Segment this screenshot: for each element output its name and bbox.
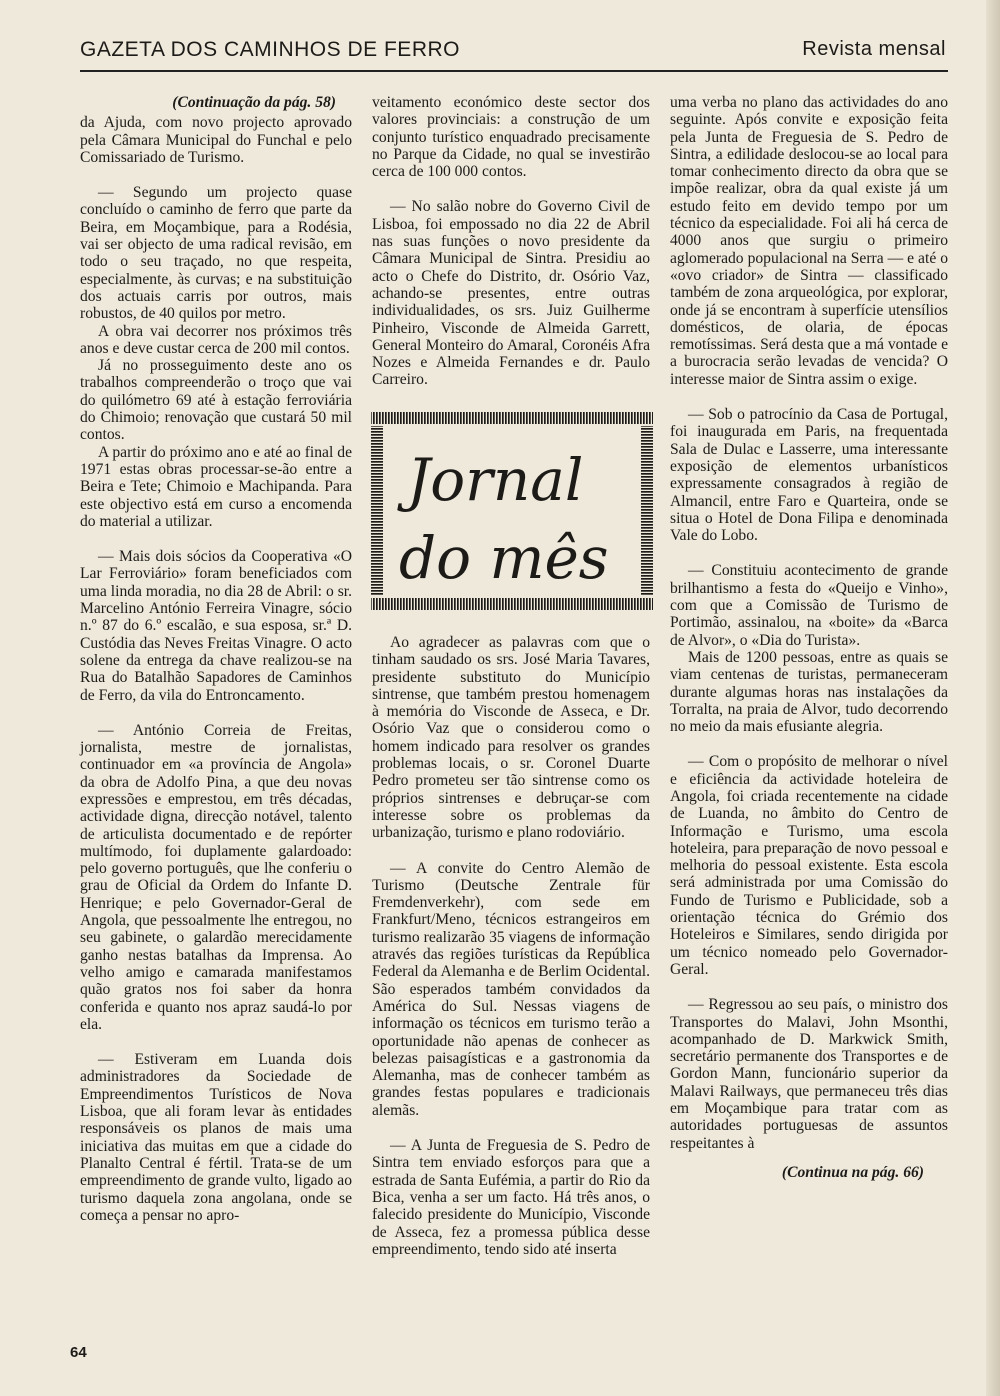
paragraph: da Ajuda, com novo projecto aprovado pela Câmara Municipal do Funchal e pelo Comissariado de Turismo.	[80, 114, 352, 166]
journal-title: GAZETA DOS CAMINHOS DE FERRO	[80, 38, 460, 61]
box-title-line-2: do mês	[399, 524, 609, 592]
jornal-do-mes-box	[367, 410, 657, 612]
paragraph: — António Correia de Freitas, jornalista, mestre de jornalistas, continuador em «a província de Angola» da obra de Adolfo Pina, a que deu novas expressões e emprestou, em três décadas, actividade digna, direcção notável, talento de articulista documentado e de repórter multímodo, foi duplamente galardoado: pelo governo português, que lhe conferiu o grau de Oficial da Ordem do Infante D. Henrique; e pelo Governador-Geral de Angola, que pessoalmente lhe entregou, no seu gabinete, o galardão merecidamente ganho nestas batalhas da Imprensa. Ao velho amigo e camarada manifestamos quão gratos nos foi saber da honra conferida e quanto nos apraz saudá-lo por ela.	[80, 721, 352, 1033]
paragraph: — Sob o patrocínio da Casa de Portugal, foi inaugurada em Paris, na frequentada Sala de Dulac e Lasserre, uma interessante exposição de elementos urbanísticos expressamente consagrados à região de Almancil, entre Faro e Quarteira, onde se situa o Hotel de Dona Filipa e denominada Vale do Lobo.	[670, 406, 948, 545]
paragraph: Ao agradecer as palavras com que o tinham saudado os srs. José Maria Tavares, presidente substituto do Município sintrense, que também prestou homenagem à memória do Visconde de Asseca, e Dr. Osório Vaz que o considerou como o homem indicado para resolver os grandes problemas locais, o sr. Coronel Duarte Pedro prometeu ser tão sintrense como os próprios sintrenses e debruçar-se com interesse sobre os problemas da urbanização, turismo e plano rodoviário.	[372, 634, 650, 842]
paragraph: — Mais dois sócios da Cooperativa «O Lar Ferroviário» foram beneficiados com uma linda moradia, no dia 28 de Abril: o sr. Marcelino António Ferreira Vinagre, sócio n.º 87 do 6.º escalão, e sua esposa, sr.ª D. Custódia das Neves Freitas Vinagre. O acto solene da entrega da chave realizou-se na Rua do Batalhão Sapadores de Caminhos de Ferro, da vila do Entroncamento.	[80, 548, 352, 704]
paragraph: A obra vai decorrer nos próximos três anos e deve custar cerca de 200 mil contos.	[80, 322, 352, 357]
page-header	[80, 38, 946, 72]
paragraph: — No salão nobre do Governo Civil de Lisboa, foi empossado no dia 22 de Abril nas suas funções o novo presidente da Câmara Municipal de Sintra. Presidiu ao acto o Chefe do Distrito, dr. Osório Vaz, achando-se presentes, entre outras individualidades, os srs. Juiz Guilherme Pinheiro, Visconde de Almeida Garrett, General Monteiro do Amaral, Coronéis Afra Nozes e Almeida Fernandes e dr. Paulo Carreiro.	[372, 198, 650, 389]
paragraph: — Regressou ao seu país, o ministro dos Transportes do Malavi, John Msonthi, acompanhado de D. Markwick Smith, secretário permanente dos Transportes e de Gordon Mann, funcionário superior da Malavi Railways, que permaneceu três dias em Moçambique para tratar com as autoridades portuguesas de assuntos respeitantes à	[670, 996, 948, 1152]
paragraph: Mais de 1200 pessoas, entre as quais se viam centenas de turistas, permaneceram durante algumas horas nas instalações da Torralta, na praia de Alvor, tudo decorrendo no meio da mais efusiante alegria.	[670, 648, 948, 736]
column-3	[670, 94, 948, 1181]
paragraph: A partir do próximo ano e até ao final de 1971 estas obras processar-se-ão entre a Beira e Tete; Chimoio e Machipanda. Para este objectivo está em curso a encomenda do material a utilizar.	[80, 443, 352, 530]
paragraph: — Com o propósito de melhorar o nível e eficiência da actividade hoteleira de Angola, foi criada recentemente na cidade de Luanda, no âmbito do Centro de Informação e Turismo, uma escola hoteleira, para preparação de novo pessoal e melhoria do pessoal existente. Esta escola será administrada por uma Comissão do Fundo de Turismo e Publicidade, sob a orientação técnica do Grémio dos Hoteleiros e Similares, sendo dirigida por um técnico nomeado pelo Governador-Geral.	[670, 753, 948, 978]
journal-subtitle: Revista mensal	[802, 38, 946, 60]
continuation-note: (Continuação da pág. 58)	[172, 94, 336, 111]
paragraph: — Estiveram em Luanda dois administradores da Sociedade de Empreendimentos Turísticos de Nova Lisboa, que ali foram levar às entidades responsáveis os planos de mais uma iniciativa das muitas em que a cidade do Planalto Central é fértil. Trata-se de um empreendimento de grande vulto, ligado ao turismo daquela zona angolana, onde se começa a pensar no apro-	[80, 1051, 352, 1224]
paragraph: uma verba no plano das actividades do ano seguinte. Após convite e exposição feita pela Junta de Freguesia de S. Pedro de Sintra, a edilidade deslocou-se ao local para tomar conhecimento directo da obra que se impõe realizar, obra da qual existe já um estudo feito em devido tempo por um técnico da especialidade. Foi ali há cerca de 4000 anos que surgiu o primeiro aglomerado populacional na Serra — e até o «ovo criador» de Sintra — classificado também de zona arqueológica, por explorar, onde já se encontram à superfície utensílios domésticos, de olaria, de épocas remotíssimas. Será desta que a má vontade e a burocracia serão levadas de vencida? O interesse maior de Sintra assim o exige.	[670, 94, 948, 388]
paragraph: Já no prosseguimento deste ano os trabalhos compreenderão o troço que vai do quilómetro 69 até à estação ferroviária do Chimoio; renovação que custará 50 mil contos.	[80, 357, 352, 444]
column-2-lower	[372, 634, 650, 1258]
paragraph: veitamento económico deste sector dos valores provinciais: a construção de um conjunto turístico enquadrado precisamente no Parque da Cidade, no qual se investirão cerca de 100 000 contos.	[372, 94, 650, 181]
paragraph: — A convite do Centro Alemão de Turismo (Deutsche Zentrale für Fremdenverkehr), com sede em Frankfurt/Meno, técnicos estrangeiros em turismo realizarão 35 viagens de informação através das regiões turísticas da República Federal da Alemanha e de Berlim Ocidental. São esperados também convidados da América do Sul. Nessas viagens de informação os técnicos em turismo terão a oportunidade não apenas de conhecer as belezas paisagísticas e a gastronomia da Alemanha, mas de conhecer também as grandes festas populares e tradicionais alemãs.	[372, 859, 650, 1119]
column-1	[80, 94, 352, 1224]
paragraph: — Segundo um projecto quase concluído o caminho de ferro que parte da Beira, em Moçambique, para a Rodésia, vai ser objecto de uma radical revisão, em todo o seu traçado, no que respeita, especialmente, às curvas; e na substituição dos actuais carris por outros, mais robustos, de 40 quilos por metro.	[80, 184, 352, 323]
header-rule	[80, 70, 948, 72]
decorative-frame	[367, 410, 657, 612]
paragraph: — A Junta de Freguesia de S. Pedro de Sintra tem enviado esforços para que a estrada de Santa Eufémia, a partir do Rio da Bica, venha a ser um facto. Há três anos, o falecido presidente do Município, Visconde de Asseca, fez a promessa pública desse empreendimento, tendo sido até inserta	[372, 1137, 650, 1258]
continued-note: (Continua na pág. 66)	[781, 1163, 924, 1181]
page-edge	[986, 0, 1000, 1396]
paragraph: — Constituiu acontecimento de grande brilhantismo a festa do «Queijo e Vinho», com que a Comissão de Turismo de Portimão, assinalou, na «boite» da «Barca de Alvor», o «Dia do Turista».	[670, 562, 948, 649]
box-title-line-1: Jornal	[407, 446, 584, 514]
page-number: 64	[70, 1344, 87, 1361]
